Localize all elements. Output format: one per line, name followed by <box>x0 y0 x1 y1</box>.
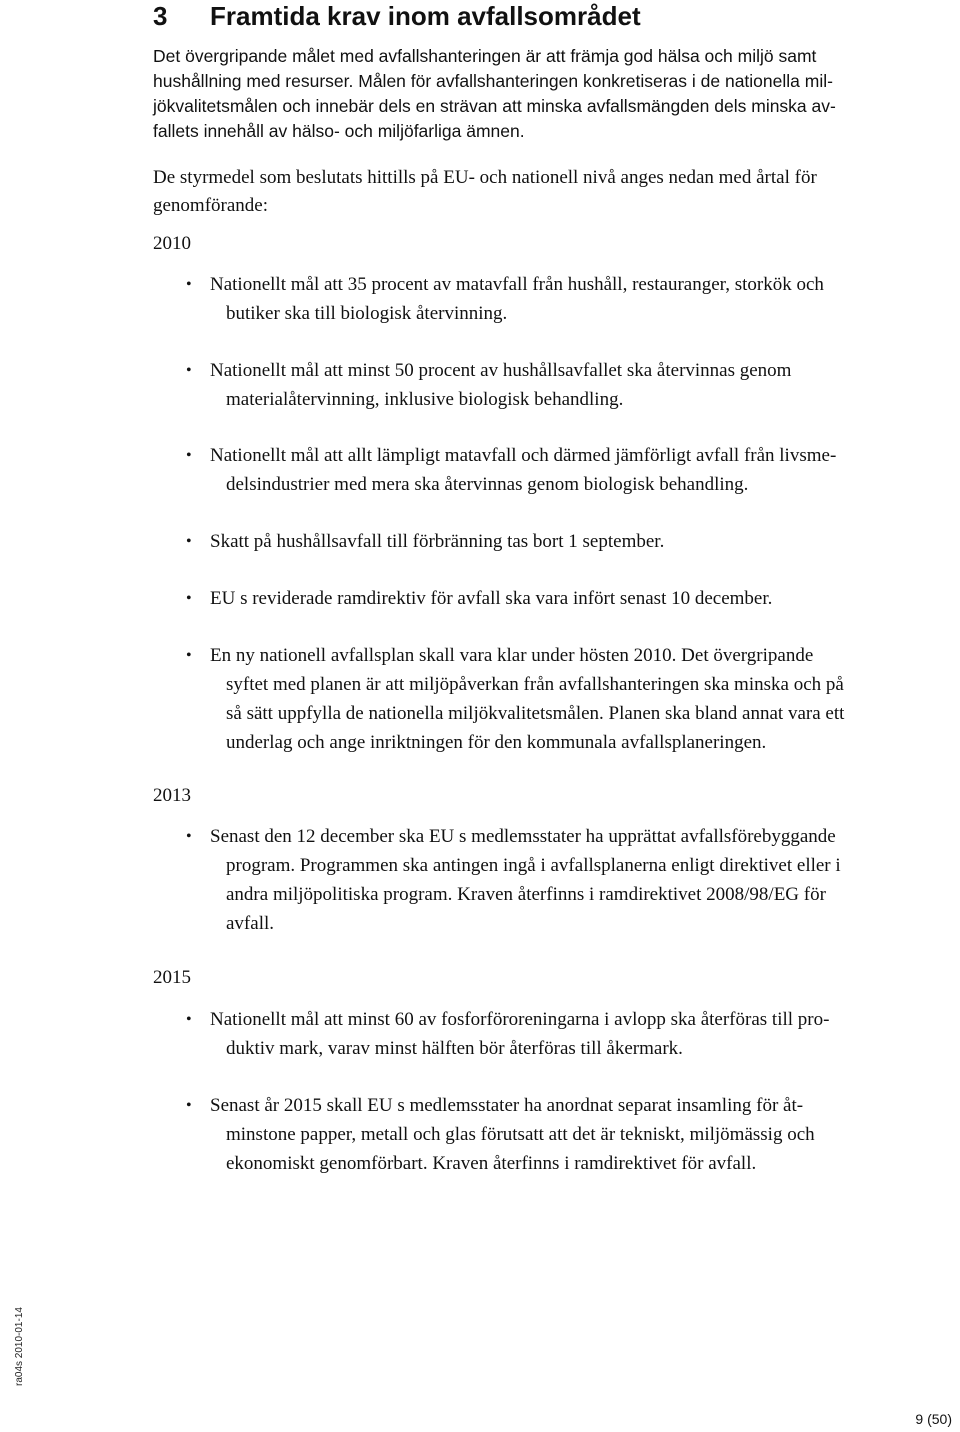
measures-intro-line: De styrmedel som beslutats hittills på EU- och nationell nivå anges nedan med årtal för <box>153 167 817 188</box>
list-item-line: EU s reviderade ramdirektiv för avfall ska vara infört senast 10 december. <box>210 588 773 609</box>
page-number: 9 (50) <box>915 1411 952 1427</box>
list-item-line: En ny nationell avfallsplan skall vara klar under hösten 2010. Det övergripande <box>210 645 814 666</box>
list-item-line: program. Programmen ska antingen ingå i avfallsplanerna enligt direktivet eller i <box>226 855 841 876</box>
list-item-line: Nationellt mål att 35 procent av matavfall från hushåll, restauranger, storkök och <box>210 274 824 295</box>
list-item-line: Senast den 12 december ska EU s medlemsstater ha upprättat avfallsförebyggande <box>210 826 836 847</box>
list-item-line: syftet med planen är att miljöpåverkan från avfallshanteringen ska minska och på <box>226 674 844 695</box>
list-item-line: underlag och ange inriktningen för den kommunala avfallsplaneringen. <box>226 732 767 753</box>
bullet-icon: • <box>186 590 192 607</box>
list-item-line: butiker ska till biologisk återvinning. <box>226 303 508 324</box>
measures-intro-paragraph <box>153 164 953 220</box>
intro-line: hushållning med resurser. Målen för avfallshanteringen konkretiseras i de nationella mil- <box>153 71 833 91</box>
list-item-line: minstone papper, metall och glas förutsatt att det är tekniskt, miljömässig och <box>226 1124 815 1145</box>
list-item <box>186 356 956 414</box>
list-item-line: duktiv mark, varav minst hälften bör återföras till åkermark. <box>226 1038 683 1059</box>
intro-paragraph <box>153 44 953 144</box>
list-item <box>186 641 956 757</box>
list-item-line: Nationellt mål att allt lämpligt matavfall och därmed jämförligt avfall från livsme- <box>210 445 837 466</box>
section-heading <box>153 0 641 32</box>
measures-intro-line: genomförande: <box>153 195 269 216</box>
list-item <box>186 270 956 328</box>
bullet-icon: • <box>186 276 192 293</box>
list-item <box>186 1091 956 1178</box>
bullet-icon: • <box>186 362 192 379</box>
list-item-line: andra miljöpolitiska program. Kraven återfinns i ramdirektivet 2008/98/EG för <box>226 884 826 905</box>
list-item <box>186 441 956 499</box>
year-heading-2015: 2015 <box>153 967 191 988</box>
intro-line: jökvalitetsmålen och innebär dels en strävan att minska avfallsmängden dels minska av- <box>153 96 836 116</box>
list-item <box>186 1005 956 1063</box>
list-item-line: Nationellt mål att minst 60 av fosforföroreningarna i avlopp ska återföras till pro- <box>210 1009 830 1030</box>
list-item-line: Senast år 2015 skall EU s medlemsstater ha anordnat separat insamling för åt- <box>210 1095 804 1116</box>
list-item-line: materialåtervinning, inklusive biologisk behandling. <box>226 389 624 410</box>
document-code: ra04s 2010-01-14 <box>14 1307 25 1386</box>
year-heading-2013: 2013 <box>153 785 191 806</box>
list-item-line: avfall. <box>226 913 275 934</box>
section-title: Framtida krav inom avfallsområdet <box>210 1 641 31</box>
list-item-line: Nationellt mål att minst 50 procent av hushållsavfallet ska återvinnas genom <box>210 360 792 381</box>
list-item-line: så sätt uppfylla de nationella miljökvalitetsmålen. Planen ska bland annat vara ett <box>226 703 845 724</box>
list-item-line: Skatt på hushållsavfall till förbränning tas bort 1 september. <box>210 531 665 552</box>
intro-line: fallets innehåll av hälso- och miljöfarliga ämnen. <box>153 121 525 141</box>
section-number: 3 <box>153 1 168 31</box>
list-item-line: delsindustrier med mera ska återvinnas genom biologisk behandling. <box>226 474 749 495</box>
bullet-icon: • <box>186 447 192 464</box>
list-item <box>186 527 956 556</box>
bullet-icon: • <box>186 828 192 845</box>
bullet-icon: • <box>186 533 192 550</box>
list-item-line: ekonomiskt genomförbart. Kraven återfinns i ramdirektivet för avfall. <box>226 1153 757 1174</box>
intro-line: Det övergripande målet med avfallshanteringen är att främja god hälsa och miljö samt <box>153 46 817 66</box>
bullet-icon: • <box>186 647 192 664</box>
list-item <box>186 822 956 938</box>
bullet-icon: • <box>186 1011 192 1028</box>
list-item <box>186 584 956 613</box>
bullet-icon: • <box>186 1097 192 1114</box>
year-heading-2010: 2010 <box>153 233 191 254</box>
